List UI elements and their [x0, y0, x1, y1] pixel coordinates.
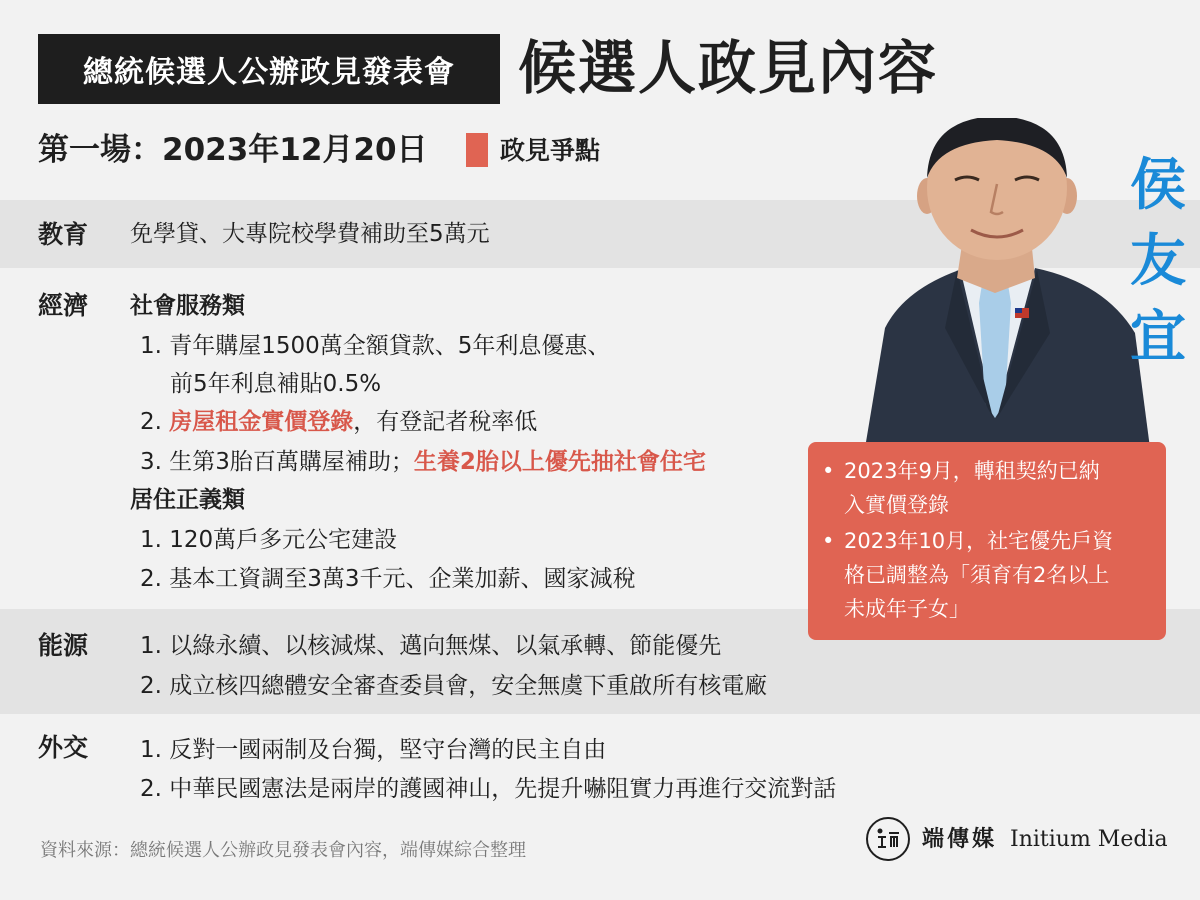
economy-social-item-1-line1: 1. 青年購屋1500萬全額貸款、5年利息優惠、 — [140, 333, 611, 359]
candidate-portrait — [845, 118, 1155, 448]
fact-check-notes — [808, 442, 1166, 640]
item-rest: ，有登記者稅率低 — [353, 409, 538, 435]
session-date: 第一場：2023年12月20日 — [38, 132, 428, 168]
brand-en: Initium Media — [1010, 827, 1168, 852]
economy-social-item-3 — [140, 446, 706, 478]
bullet-icon: • — [822, 459, 835, 483]
economy-housing-item-1: 1. 120萬戶多元公宅建設 — [140, 527, 398, 553]
note-2-line-2: 格已調整為「須育有2名以上 — [844, 563, 1110, 587]
note-2-line-1: 2023年10月，社宅優先戶資 — [844, 529, 1114, 553]
name-char: 侯 — [1130, 153, 1186, 218]
note-1-line-2: 入實價登錄 — [844, 493, 949, 517]
economy-housing-item-2: 2. 基本工資調至3萬3千元、企業加薪、國家減稅 — [140, 566, 636, 592]
economy-social-item-1-line2: 前5年利息補貼0.5% — [170, 371, 382, 397]
candidate-name — [1130, 148, 1200, 376]
note-1-line-1: 2023年9月，轉租契約已納 — [844, 459, 1100, 483]
brand-name — [922, 823, 1168, 856]
economy-label: 經濟 — [38, 291, 89, 320]
name-char: 友 — [1130, 229, 1186, 294]
logo-glyph-icon — [875, 827, 901, 851]
highlighted-policy: 房屋租金實價登錄 — [169, 409, 354, 435]
social-services-title: 社會服務類 — [130, 293, 245, 319]
economy-social-item-2 — [140, 406, 537, 438]
brand-cn: 端傳媒 — [922, 826, 998, 852]
education-text: 免學貸、大專院校學費補助至5萬元 — [130, 221, 490, 247]
event-title: 總統候選人公辦政見發表會 — [83, 55, 455, 90]
event-title-box — [38, 34, 500, 104]
diplomacy-item-1: 1. 反對一國兩制及台獨，堅守台灣的民主自由 — [140, 737, 607, 763]
diplomacy-item-2: 2. 中華民國憲法是兩岸的護國神山，先提升嚇阻實力再進行交流對話 — [140, 776, 837, 802]
note-2 — [822, 524, 1152, 626]
legend-swatch — [466, 133, 488, 167]
main-title: 候選人政見內容 — [518, 34, 939, 102]
diplomacy-label: 外交 — [38, 733, 89, 762]
note-2-line-3: 未成年子女」 — [844, 597, 970, 621]
initium-logo-icon — [866, 817, 910, 861]
name-char: 宜 — [1130, 305, 1186, 370]
energy-label: 能源 — [38, 631, 89, 660]
note-1 — [822, 454, 1152, 522]
education-label: 教育 — [38, 220, 89, 249]
energy-item-1: 1. 以綠永續、以核減煤、邁向無煤、以氣承轉、節能優先 — [140, 633, 722, 659]
source-note: 資料來源：總統候選人公辦政見發表會內容，端傳媒綜合整理 — [40, 840, 526, 861]
housing-justice-title: 居住正義類 — [130, 487, 245, 513]
bullet-icon: • — [822, 529, 835, 553]
legend-label: 政見爭點 — [500, 136, 601, 165]
highlighted-policy: 生養2胎以上優先抽社會住宅 — [413, 449, 706, 475]
energy-item-2: 2. 成立核四總體安全審查委員會，安全無虞下重啟所有核電廠 — [140, 673, 768, 699]
item-number: 2. — [140, 409, 170, 435]
item-text: 3. 生第3胎百萬購屋補助； — [140, 449, 414, 475]
